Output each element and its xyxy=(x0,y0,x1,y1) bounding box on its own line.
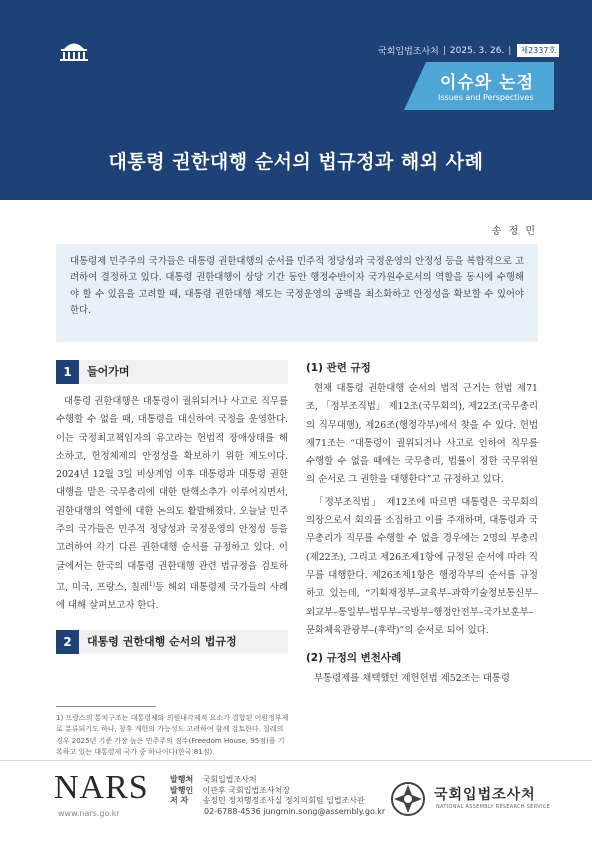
national-assembly-building-icon xyxy=(57,38,91,62)
series-subtitle: Issues and Perspectives xyxy=(438,93,534,102)
organization-english-name: NATIONAL ASSEMBLY RESEARCH SERVICE xyxy=(436,804,550,810)
paragraph-constitution: 현재 대통령 권한대행 순서의 법적 근거는 헌법 제71조, 「정부조직법」 제12조(국무회의), 제22조(국무총리의 직무대행), 제26조(행정각부)에서 찾을 수 있다. 헌법 제71조는 “대통령이 궐위되거나 사고로 인하여 직무를 수행할 수 없을 때에는 국무총리, 법률이 정한 국무위원의 순서로 그 권한을 대행한다”고 규정하고 있다. xyxy=(306,383,538,486)
nars-logo: NARS xyxy=(54,769,149,806)
organization-name: 국회입법조사처 xyxy=(434,787,536,803)
website-link[interactable]: www.nars.go.kr xyxy=(58,809,120,818)
issue-date: 2025. 3. 26. xyxy=(449,45,505,56)
intro-paragraph: 대통령 권한대행은 대통령이 궐위되거나 사고로 직무를 수행할 수 없을 때, 대통령을 대신하여 국정을 운영한다. 이는 국정최고책임자의 유고라는 헌법적 장애상태를 해소하고, 헌정체제의 안정성을 확보하기 위한 제도이다. 2024년 12월 3일 비상계엄 이후 대통령과 대통령 권한대행을 맡은 국무총리에 대한 탄핵소추가 이루어지면서, 권한대행의 역할에 대한 논의도 활발해졌다. 오늘날 민주주의 국가들은 민주적 정당성과 국정운영의 안정성 등을 고려하여 각기 다른 권한대행 순서를 규정하고 있다. 이 글에서는 한국의 대통령 권한대행 관련 법규정을 검토하고, 미국, 프랑스, 칠레$^{1)}$등 해외 대통령제 국가들의 사례에 대해 살펴보고자 한다. xyxy=(56,396,288,612)
subheading-history: (2) 규정의 변천사례 xyxy=(306,652,402,665)
footer xyxy=(0,760,592,841)
author-name: 송 정 민 xyxy=(491,226,537,237)
series-title: 이슈와 논점 xyxy=(440,73,535,93)
publication-info: 발행처 국회입법조사처 발행인 이관후 국회입법조사처장 저 자 송정민 정치행정조사실 정치의회팀 입법조사관 02-6788-4536 jungmin.song@assembly.go.kr xyxy=(170,775,386,817)
section-heading-2 xyxy=(56,630,288,654)
paragraph-government-act: 「정부조직법」 제12조에 따르면 대통령은 국무회의 의장으로서 회의를 소집하고 이를 주재하며, 대통령과 국무총리가 직무를 수행할 수 없을 경우에는 2명의 부총리(제22조), 그리고 제26조제1항에 규정된 순서에 따라 직무를 대행한다. 제26조제1항은 행정각부의 순서를 규정하고 있는데, “기획재정부–교육부–과학기술정보통신부–외교부–통일부–법무부–국방부–행정안전부–국가보훈부–문화체육관광부–(후략)”의 순서로 되어 있다. xyxy=(306,496,538,636)
page-title: 대통령 권한대행 순서의 법규정과 해외 사례 xyxy=(108,151,484,173)
right-column xyxy=(306,360,538,688)
subheading-related-rules: (1) 관련 규정 xyxy=(306,362,371,374)
report-header xyxy=(0,0,592,200)
paragraph-history: 부통령제를 채택했던 제헌헌법 제52조는 대통령 xyxy=(314,673,510,685)
issue-meta: 국회입법조사처 | 2025. 3. 26. | 제2337호 xyxy=(378,44,559,57)
section-number: 1 xyxy=(56,360,79,384)
abstract-box: 대통령제 민주주의 국가들은 대통령 권한대행의 순서를 민주적 정당성과 국정운영의 안정성 등을 복합적으로 고려하여 결정하고 있다. 대통령 권한대행이 상당 기간 동안 행정수반이자 국가원수로서의 역할을 동시에 수행해야 할 수 있음을 고려할 때, 대통령 권한대행 제도는 국정운영의 공백을 최소화하고 안정성을 확보할 수 있어야 한다. xyxy=(56,244,538,342)
footnote: 1) 프랑스의 통치구조는 대통령제와 의원내각제적 요소가 결합된 이원정부제로 분류되기도 하나, 창후 개헌의 가능성도 고려하여 함께 검토한다. 칠레의 경우 2025년 기준 가장 높은 민주주의 점수(Freedom House, 95점)을 기록하고 있는 대통령제 국가 중 하나이다(한국 81점). xyxy=(56,714,289,756)
footnote-divider xyxy=(56,706,156,707)
footnote-ref[interactable]: 1) xyxy=(148,580,156,588)
left-column xyxy=(56,360,288,663)
contact-info: 02-6788-4536 jungmin.song@assembly.go.kr xyxy=(204,807,386,817)
assembly-emblem-icon xyxy=(390,781,426,817)
section-title: 대통령 권한대행 순서의 법규정 xyxy=(87,634,237,648)
series-banner xyxy=(426,62,554,110)
section-number: 2 xyxy=(56,630,79,654)
section-title: 들어가며 xyxy=(87,365,130,378)
issue-number-badge: 제2337호 xyxy=(517,44,559,57)
publisher-name: 국회입법조사처 xyxy=(378,47,439,57)
section-heading-1 xyxy=(56,360,288,384)
